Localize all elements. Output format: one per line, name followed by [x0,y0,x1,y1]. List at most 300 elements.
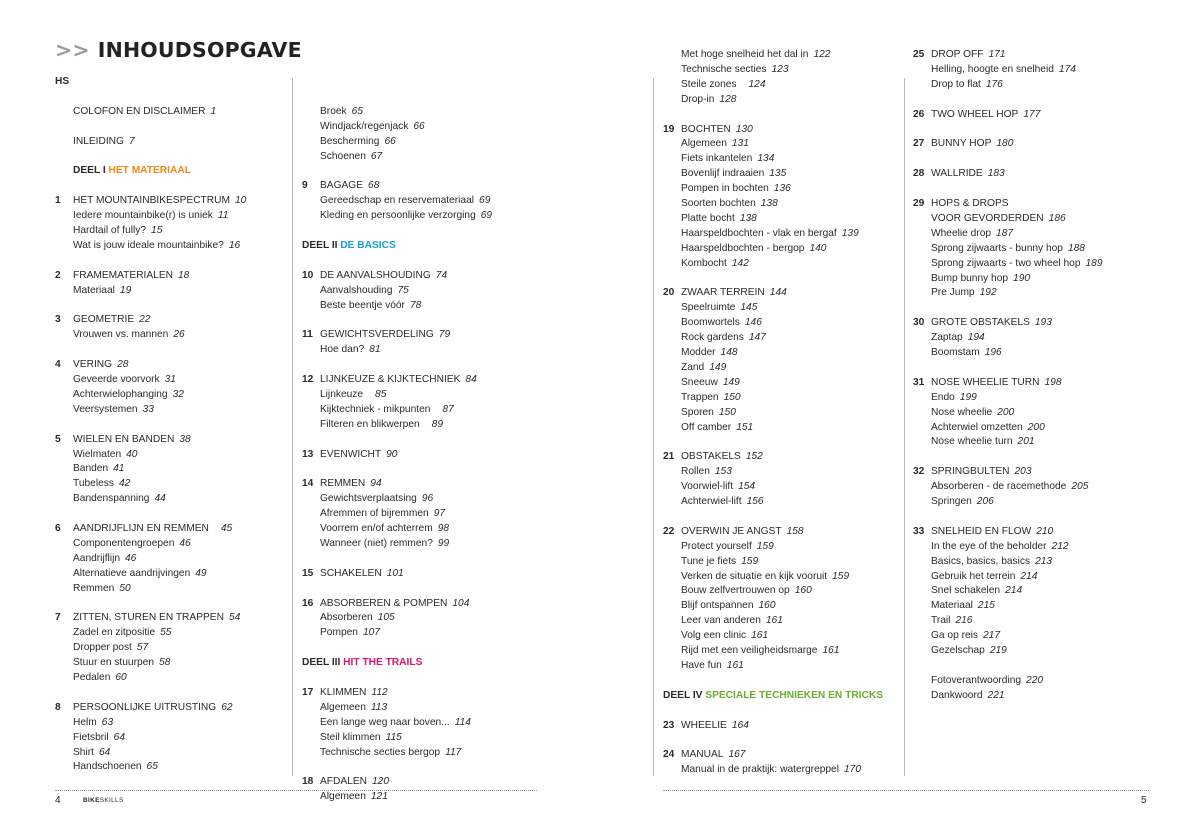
entry-page-number: 167 [728,749,746,761]
entry-title: Afremmen of bijremmen 97 [320,508,446,520]
entry-title: WALLRIDE 183 [931,168,1005,180]
entry-title: Achterwiel omzetten 200 [931,421,1045,433]
brand-logo: BIKESKILLS [83,797,124,804]
chapter-number: 2 [55,269,61,281]
entry-page-number: 176 [985,78,1003,90]
chapter-number: 32 [913,466,925,478]
entry-title: HET MOUNTAINBIKESPECTRUM 10 [73,195,247,207]
entry-title: Springen 206 [931,496,994,507]
entry-page-number: 174 [1058,63,1076,75]
entry-page-number: 31 [164,374,176,385]
entry-title: Schoenen 67 [320,150,383,162]
entry-page-number: 18 [178,269,190,281]
entry-page-number: 28 [117,359,129,371]
entry-title: Sprong zijwaarts - bunny hop 188 [931,242,1085,254]
entry-title: Wanneer (niet) remmen? 99 [320,537,450,549]
entry-page-number: 149 [722,376,740,388]
section-heading: HS [55,76,70,87]
entry-page-number: 38 [179,433,191,445]
entry-page-number: 160 [794,585,812,597]
entry-page-number: 64 [113,731,126,743]
entry-page-number: 152 [745,451,763,463]
entry-title: GROTE OBSTAKELS 193 [931,317,1052,329]
entry-title: OBSTAKELS 152 [681,451,763,463]
entry-title: Shirt 64 [73,746,111,758]
entry-page-number: 45 [220,523,233,534]
entry-page-number: 160 [758,600,776,612]
entry-title: Gereedschap en reservemateriaal 69 [320,195,491,207]
entry-page-number: 217 [983,630,1000,642]
entry-page-number: 177 [1023,108,1041,120]
entry-page-number: 117 [445,746,462,758]
entry-page-number: 203 [1014,466,1032,478]
entry-title: Tubeless 42 [73,478,131,490]
entry-title: Kombocht 142 [681,257,749,269]
entry-page-number: 216 [955,615,973,627]
entry-title: MANUAL 167 [681,749,746,761]
entry-page-number: 159 [832,570,850,582]
entry-title: Technische secties 123 [681,63,789,75]
entry-page-number: 156 [746,496,764,507]
entry-title: Volg een clinic 161 [681,630,769,642]
entry-page-number: 112 [371,686,388,698]
entry-title: Algemeen 113 [320,701,388,713]
entry-title: Sporen 150 [681,406,736,418]
entry-title: Aandrijflijn 46 [73,552,137,564]
entry-page-number: 22 [139,314,151,326]
entry-page-number: 84 [465,374,477,385]
entry-title: BOCHTEN 130 [681,123,753,135]
entry-page-number: 46 [125,552,137,564]
entry-page-number: 74 [435,269,448,281]
entry-page-number: 101 [386,567,404,579]
entry-title: KLIMMEN 112 [320,686,388,698]
part-prefix: DEEL III [302,657,344,669]
chapter-number: 26 [913,108,925,120]
entry-page-number: 87 [442,403,454,415]
chapter-number: 15 [302,567,314,579]
entry-page-number: 54 [228,612,241,624]
footer-rule-right [663,790,1149,791]
entry-page-number: 64 [98,746,111,758]
entry-page-number: 159 [741,555,759,567]
entry-title: Algemeen 131 [681,138,749,150]
entry-page-number: 65 [351,105,363,117]
entry-page-number: 66 [413,120,425,132]
entry-title: Leer van anderen 161 [681,615,783,627]
entry-page-number: 146 [744,317,762,329]
entry-title: WIELEN EN BANDEN 38 [73,433,191,445]
chapter-number: 3 [55,314,61,326]
entry-page-number: 210 [1036,525,1054,537]
chapter-number: 8 [55,701,61,713]
entry-title: Fiets inkantelen 134 [681,153,775,165]
entry-title: VOOR GEVORDERDEN 186 [931,212,1066,224]
entry-page-number: 55 [160,627,172,639]
entry-title: BUNNY HOP 180 [931,138,1014,150]
part-prefix: DEEL IV [663,689,706,701]
entry-title: SPRINGBULTEN 203 [931,466,1032,478]
entry-page-number: 150 [723,391,741,403]
chapter-number: 28 [913,168,925,180]
entry-page-number: 104 [452,597,470,609]
chapter-number: 18 [302,776,314,788]
entry-title: DROP OFF 171 [931,49,1006,60]
entry-page-number: 135 [769,168,787,180]
part-name: SPECIALE TECHNIEKEN EN TRICKS [705,689,884,701]
entry-title: Absorberen 105 [320,612,395,624]
entry-title: Helling, hoogte en snelheid 174 [931,63,1076,75]
entry-page-number: 65 [146,761,158,773]
entry-page-number: 33 [142,403,154,415]
entry-page-number: 147 [748,332,766,344]
entry-page-number: 62 [221,701,233,713]
entry-title: Nose wheelie turn 201 [931,436,1035,448]
entry-title: Broek 65 [320,105,363,117]
entry-page-number: 90 [386,448,398,460]
entry-title: Ga op reis 217 [931,630,1000,642]
entry-page-number: 32 [172,388,184,400]
chapter-number: 4 [55,359,61,371]
entry-page-number: 57 [136,642,149,654]
entry-title: Pedalen 60 [73,672,127,683]
entry-title: AANDRIJFLIJN EN REMMEN 45 [73,523,233,534]
entry-title: Steil klimmen 115 [320,731,402,743]
entry-title: TWO WHEEL HOP 177 [931,108,1041,120]
entry-page-number: 190 [1013,272,1031,284]
entry-page-number: 63 [101,716,114,728]
entry-title: Banden 41 [73,463,125,475]
entry-title: Hardtail of fully? 15 [73,225,163,236]
entry-title: ZITTEN, STUREN EN TRAPPEN 54 [73,612,241,624]
entry-page-number: 128 [719,93,737,105]
part-name: HIT THE TRAILS [343,657,423,669]
entry-page-number: 219 [989,645,1007,656]
entry-title: AFDALEN 120 [320,776,389,788]
entry-page-number: 161 [765,615,783,627]
entry-title: Gewichtsverplaatsing 96 [320,493,434,505]
entry-title: Sneeuw 149 [681,376,740,388]
chapter-number: 29 [913,198,925,209]
entry-title: Off camber 151 [681,421,754,433]
entry-title: SNELHEID EN FLOW 210 [931,525,1054,537]
entry-page-number: 164 [731,719,749,731]
entry-page-number: 206 [976,496,994,507]
entry-title: Materiaal 19 [73,284,132,296]
entry-title: Haarspeldbochten - bergop 140 [681,242,827,254]
entry-title: Beste beentje vóór 78 [320,299,422,311]
entry-title: Lijnkeuze 85 [320,388,387,400]
entry-title: VERING 28 [73,359,129,371]
chapter-number: 14 [302,478,314,490]
entry-title: Bescherming 66 [320,135,396,147]
page-title [55,38,302,62]
entry-title: Vrouwen vs. mannen 26 [73,329,185,341]
entry-title: Wielmaten 40 [73,448,138,460]
entry-page-number: 180 [996,138,1014,150]
entry-page-number: 98 [437,523,450,534]
entry-page-number: 214 [1020,570,1038,582]
entry-title: NOSE WHEELIE TURN 198 [931,376,1062,388]
entry-page-number: 212 [1051,540,1069,552]
entry-page-number: 121 [370,791,388,803]
entry-page-number: 158 [786,525,804,537]
entry-page-number: 123 [771,63,789,75]
entry-page-number: 40 [126,448,138,460]
entry-page-number: 200 [997,406,1015,418]
part-name: HET MATERIAAL [108,165,191,177]
entry-title: Gezelschap 219 [931,645,1007,656]
entry-title: Handschoenen 65 [73,761,158,773]
entry-page-number: 105 [377,612,395,624]
entry-page-number: 159 [756,540,774,552]
entry-title: Materiaal 215 [931,600,995,612]
entry-page-number: 49 [195,567,207,579]
entry-title: Soorten bochten 138 [681,198,778,209]
entry-page-number: 148 [720,347,738,358]
entry-title: Een lange weg naar boven... 114 [320,716,471,728]
entry-title: Tune je fiets 159 [681,555,759,567]
entry-title: Blijf ontspannen 160 [681,600,776,612]
chapter-number: 27 [913,138,925,150]
entry-page-number: 187 [996,227,1014,239]
entry-page-number: 153 [714,466,732,478]
page-number-right: 5 [1141,795,1147,806]
entry-page-number: 79 [438,329,451,341]
entry-page-number: 85 [375,388,387,400]
entry-title: INLEIDING 7 [73,135,135,147]
entry-page-number: 113 [370,701,388,713]
entry-title: REMMEN 94 [320,478,382,490]
entry-title: Kijktechniek - mikpunten 87 [320,403,454,415]
entry-title: COLOFON EN DISCLAIMER 1 [73,105,217,117]
entry-title: Wat is jouw ideale mountainbike? 16 [73,239,241,251]
entry-page-number: 15 [151,225,163,236]
entry-page-number: 97 [433,508,446,520]
entry-title: Voorrem en/of achterrem 98 [320,523,450,534]
column-divider [904,78,905,776]
entry-page-number: 107 [362,627,380,639]
chapter-number: 20 [663,287,675,299]
entry-title: Protect yourself 159 [681,540,774,552]
entry-title: Haarspeldbochten - vlak en bergaf 139 [681,227,859,239]
entry-title: Iedere mountainbike(r) is uniek 11 [73,210,229,222]
column-divider [653,78,654,776]
part-prefix: DEEL II [302,239,341,251]
entry-title: Windjack/regenjack 66 [320,120,425,132]
entry-title: Pompen in bochten 136 [681,183,791,195]
entry-page-number: 69 [480,210,493,222]
entry-title: Hoe dan? 81 [320,344,381,356]
entry-title: Filteren en blikwerpen 89 [320,418,444,430]
entry-title: DE AANVALSHOUDING 74 [320,269,448,281]
entry-page-number: 145 [740,302,758,314]
entry-title: Achterwielophanging 32 [73,388,184,400]
entry-title: OVERWIN JE ANGST 158 [681,525,804,537]
entry-page-number: 140 [809,242,827,254]
entry-page-number: 130 [735,123,753,135]
entry-page-number: 136 [773,183,791,195]
entry-title: Bouw zelfvertrouwen op 160 [681,585,812,597]
chapter-number: 7 [55,612,61,624]
entry-title: Dropper post 57 [73,642,149,654]
entry-title: Manual in de praktijk: watergreppel 170 [681,764,861,776]
entry-page-number: 124 [748,78,766,90]
entry-page-number: 11 [217,210,229,222]
chapter-number: 12 [302,374,314,385]
entry-title: LIJNKEUZE & KIJKTECHNIEK 84 [320,374,477,385]
entry-page-number: 196 [984,347,1002,358]
entry-title: Aanvalshouding 75 [320,284,409,296]
entry-title: Kleding en persoonlijke verzorging 69 [320,210,493,222]
entry-page-number: 81 [369,344,381,356]
entry-title: Pre Jump 192 [931,287,997,299]
entry-page-number: 122 [813,49,831,60]
entry-page-number: 198 [1044,376,1062,388]
chapter-number: 31 [913,376,925,388]
entry-title: Met hoge snelheid het dal in 122 [681,49,831,60]
entry-title: FRAMEMATERIALEN 18 [73,269,190,281]
entry-title: Veersystemen 33 [73,403,154,415]
entry-title: Fietsbril 64 [73,731,126,743]
entry-title: Boomstam 196 [931,347,1002,358]
entry-page-number: 134 [757,153,775,165]
entry-page-number: 193 [1034,317,1052,329]
chapter-number: 19 [663,123,675,135]
footer-rule-left [55,790,537,791]
entry-title: Trappen 150 [681,391,741,403]
entry-page-number: 199 [959,391,977,403]
entry-title: Remmen 50 [73,582,131,594]
entry-page-number: 94 [370,478,382,490]
entry-title: Nose wheelie 200 [931,406,1015,418]
chapter-number: 11 [302,329,313,341]
chapter-number: 10 [302,269,314,281]
entry-title: SCHAKELEN 101 [320,567,404,579]
entry-title: In the eye of the beholder 212 [931,540,1069,552]
entry-title: Rollen 153 [681,466,732,478]
entry-title: Pompen 107 [320,627,380,639]
entry-page-number: 10 [234,195,247,207]
entry-title: Stuur en stuurpen 58 [73,657,171,669]
entry-title: BAGAGE 68 [320,180,380,192]
entry-title: Technische secties bergop 117 [320,746,462,758]
entry-title: Helm 63 [73,716,114,728]
entry-title: Dankwoord 221 [931,689,1005,701]
chapter-number: 17 [302,686,314,698]
part-name: DE BASICS [340,239,396,251]
entry-page-number: 66 [384,135,396,147]
entry-page-number: 150 [718,406,736,418]
entry-page-number: 201 [1017,436,1035,448]
entry-title: EVENWICHT 90 [320,448,398,460]
chapter-number: 1 [55,195,61,207]
entry-page-number: 131 [731,138,749,150]
entry-page-number: 44 [154,493,166,505]
entry-title: Modder 148 [681,347,738,358]
title-text: INHOUDSOPGAVE [97,38,302,62]
entry-page-number: 19 [119,284,132,296]
entry-title: GEOMETRIE 22 [73,314,151,326]
entry-page-number: 213 [1035,555,1053,567]
entry-title: Platte bocht 138 [681,212,757,224]
entry-page-number: 149 [709,361,727,373]
entry-title: ZWAAR TERREIN 144 [681,287,787,299]
entry-page-number: 221 [987,689,1005,701]
entry-page-number: 161 [726,659,744,671]
chapter-number: 30 [913,317,925,329]
chapter-number: 16 [302,597,314,609]
chapter-number: 13 [302,448,314,460]
entry-page-number: 16 [228,239,241,251]
entry-page-number: 67 [370,150,383,162]
entry-page-number: 154 [738,481,756,493]
entry-page-number: 151 [736,421,754,433]
entry-title: Have fun 161 [681,659,744,671]
title-arrows: >> [55,38,90,62]
entry-title: Wheelie drop 187 [931,227,1014,239]
entry-page-number: 41 [113,463,125,475]
entry-page-number: 46 [179,537,191,549]
entry-page-number: 200 [1027,421,1045,433]
entry-title: Zand 149 [681,361,727,373]
entry-page-number: 120 [372,776,389,788]
entry-title: Snel schakelen 214 [931,585,1023,597]
entry-title: GEWICHTSVERDELING 79 [320,329,451,341]
entry-title: Absorberen - de racemethode 205 [931,481,1089,493]
entry-title: Steile zones 124 [681,78,766,90]
entry-title: Boomwortels 146 [681,317,762,329]
chapter-number: 21 [663,451,675,463]
entry-title: Verken de situatie en kijk vooruit 159 [681,570,850,582]
entry-title: Bump bunny hop 190 [931,272,1031,284]
entry-page-number: 214 [1005,585,1023,597]
entry-page-number: 171 [988,49,1006,60]
entry-page-number: 186 [1048,212,1066,224]
entry-page-number: 68 [368,180,380,192]
entry-title: Trail 216 [931,615,973,627]
entry-page-number: 114 [454,716,471,728]
entry-page-number: 115 [385,731,402,743]
entry-title: Componentengroepen 46 [73,537,191,549]
entry-page-number: 60 [115,672,127,683]
entry-page-number: 99 [437,537,450,549]
entry-page-number: 50 [119,582,131,594]
entry-title: Basics, basics, basics 213 [931,555,1053,567]
chapter-number: 33 [913,525,925,537]
entry-page-number: 89 [431,418,444,430]
entry-title: Alternatieve aandrijvingen 49 [73,567,207,579]
entry-title: WHEELIE 164 [681,719,749,731]
entry-page-number: 138 [760,198,778,209]
entry-page-number: 188 [1067,242,1085,254]
entry-page-number: 142 [731,257,749,269]
entry-page-number: 161 [751,630,769,642]
entry-page-number: 205 [1071,481,1089,493]
entry-page-number: 220 [1026,674,1044,686]
entry-title: Drop to flat 176 [931,78,1003,90]
entry-title: Voorwiel-lift 154 [681,481,756,493]
entry-title: Endo 199 [931,391,977,403]
entry-title: Bandenspanning 44 [73,493,166,505]
entry-title: PERSOONLIJKE UITRUSTING 62 [73,701,233,713]
entry-title: Bovenlijf indraaien 135 [681,168,787,180]
part-prefix: DEEL I [73,165,109,177]
entry-title: Zaptap 194 [931,332,985,344]
entry-title: Zadel en zitpositie 55 [73,627,172,639]
entry-page-number: 189 [1085,257,1103,269]
entry-page-number: 139 [841,227,859,239]
